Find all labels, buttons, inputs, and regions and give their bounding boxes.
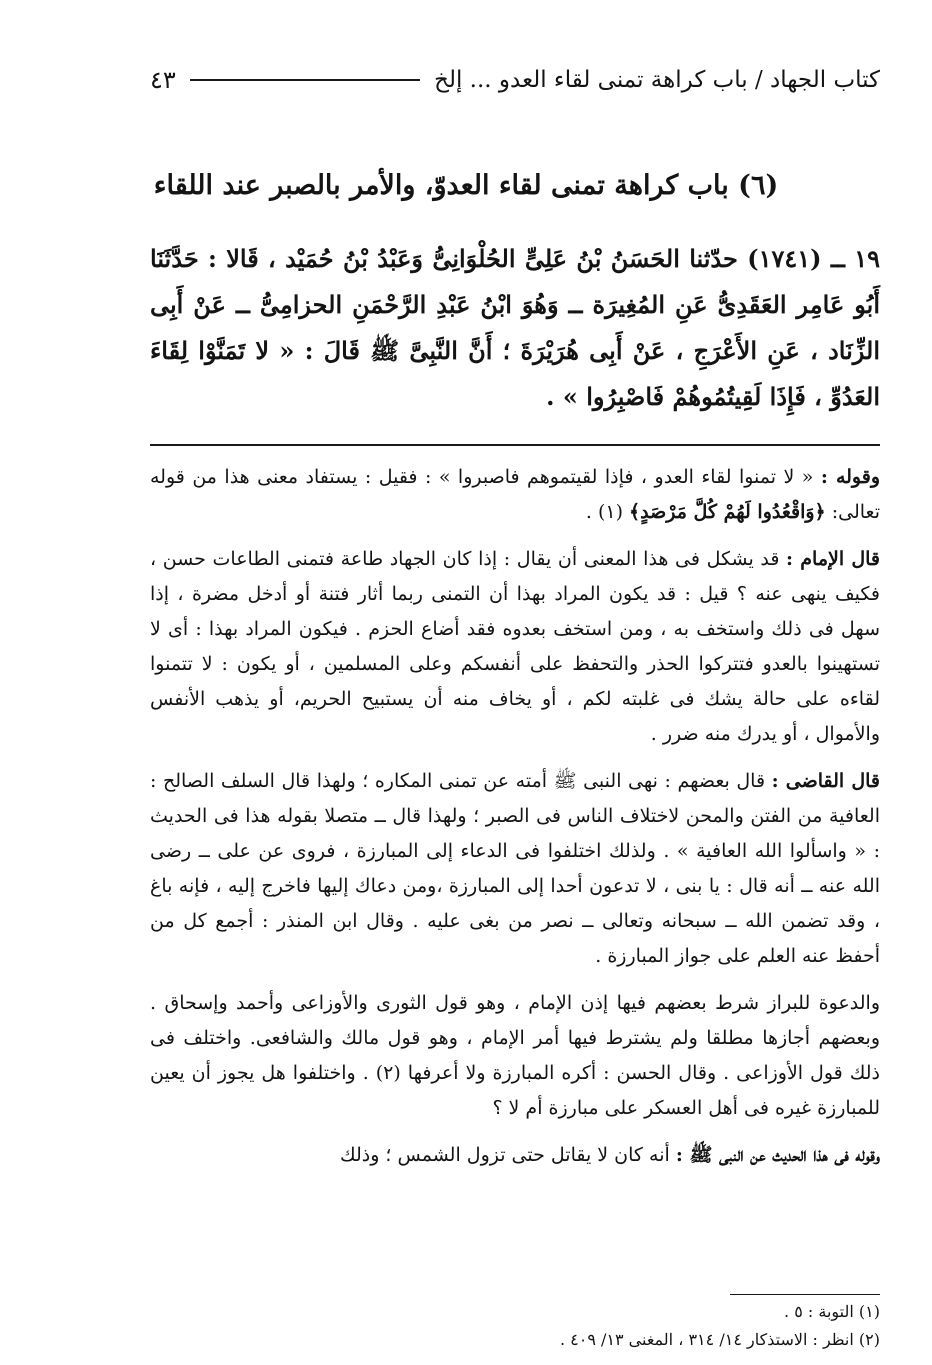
paragraph-text: قد يشكل فى هذا المعنى أن يقال : إذا كان الجهاد طاعة فتمنى الطاعات حسن ، فكيف ينهى عنه ؟ قيل : قد يكون المراد بهذا أن التمنى ربما أثار فتنة أو أدخل مضرة ، إذا سهل فى ذلك واستخف به ، ومن استخف بعدوه فقد أضاع الحزم . فيكون المراد بهذا : أى لا تستهينوا بالعدو فتتركوا الحذر والتحفظ على أنفسكم وعلى المسلمين ، أو يكون : لا تتمنوا لقاءه على حالة يشك فى غلبته لكم ، أو يخاف منه أن يستبيح الحريم، أو يذهب الأنفس والأموال ، أو يدرك منه ضرر . [150, 548, 880, 745]
paragraph-text: والدعوة للبراز شرط بعضهم فيها إذن الإمام ، وهو قول الثورى والأوزاعى وأحمد وإسحاق . وبعضهم أجازها مطلقا ولم يشترط فيها أمر الإمام ، وهو قول مالك والشافعى. واختلف فى ذلك قول الأوزاعى . وقال الحسن : أكره المبارزة ولا أعرفها (٢) . واختلفوا هل يجوز أن يعين للمبارزة غيره فى أهل العسكر على مبارزة أم لا ؟ [150, 992, 881, 1119]
commentary-paragraph-1 [150, 460, 880, 530]
hadith-text: ١٩ ــ (١٧٤١) حدّثنا الحَسَنُ بْنُ عَلِىٍّ الحُلْوَانِىُّ وَعَبْدُ بْنُ حُمَيْد ، قَالا : حَدَّثَنَا أَبُو عَامِر العَقَدِىُّ عَنِ المُغِيرَة ــ وَهُوَ ابْنُ عَبْدِ الرَّحْمَنِ الحزامِىُّ ــ عَنْ أَبِى الزِّنَاد ، عَنِ الأَعْرَجِ ، عَنْ أَبِى هُرَيْرَةَ ؛ أَنَّ النَّبِىَّ ﷺ قَالَ : « لا تَمَنَّوْا لِقَاءَ العَدُوِّ ، فَإِذَا لَقِيتُمُوهُمْ فَاصْبِرُوا » . [150, 244, 880, 411]
paragraph-text: أنه كان لا يقاتل حتى تزول الشمس ؛ وذلك [339, 1144, 676, 1166]
paragraph-lead: وقوله : [820, 466, 880, 488]
main-text-divider [150, 444, 880, 446]
footnote-reference: (١) . [585, 501, 630, 523]
header-rule [190, 79, 420, 81]
chapter-heading: (٦) باب كراهة تمنى لقاء العدوّ، والأمر بالصبر عند اللقاء [153, 170, 779, 201]
footnote-1: (١) التوبة : ٥ . [784, 1302, 880, 1321]
paragraph-lead: وقوله فى هذا الحديث عن النبى ﷺ : [675, 1144, 880, 1166]
quran-verse: ﴿وَاقْعُدُوا لَهُمْ كُلَّ مَرْصَدٍ﴾ [629, 501, 826, 523]
footnotes [150, 1298, 880, 1354]
paragraph-text: « لا تمنوا لقاء العدو ، فإذا لقيتموهم فاصبروا » : فقيل : يستفاد معنى هذا من قوله تعالى: [150, 466, 880, 523]
paragraph-lead: قال الإمام : [786, 548, 880, 570]
paragraph-lead: قال القاضى : [771, 770, 881, 792]
running-title: كتاب الجهاد / باب كراهة تمنى لقاء العدو ... إلخ [434, 67, 880, 93]
paragraph-text: قال بعضهم : نهى النبى ﷺ أمته عن تمنى المكاره ؛ ولهذا قال السلف الصالح : العافية من الفتن والمحن لاختلاف الناس فى الصبر ؛ ولهذا قال ــ متصلا بقوله هذا فى الحديث : « واسألوا الله العافية » . ولذلك اختلفوا فى الدعاء إلى المبارزة ، فروى عن على ــ رضى الله عنه ــ أنه قال : يا بنى ، لا تدعون أحدا إلى المبارزة ،ومن دعاك إليها فاخرج إليه ، فإنه باغ ، وقد تضمن الله ــ سبحانه وتعالى ــ نصر من بغى عليه . وقال ابن المنذر : أجمع كل من أحفظ عنه العلم على جواز المبارزة . [150, 770, 880, 967]
commentary-paragraph-5 [150, 1138, 880, 1173]
commentary [150, 460, 880, 1185]
page-number: ٤٣ [150, 66, 176, 94]
commentary-paragraph-3 [150, 764, 880, 974]
commentary-paragraph-4 [150, 986, 880, 1126]
footnote-divider [730, 1294, 880, 1295]
running-header [150, 60, 880, 100]
footnote-2: (٢) انظر : الاستذكار ١٤/ ٣١٤ ، المغنى ١٣/ ٤٠٩ . [559, 1330, 880, 1349]
commentary-paragraph-2 [150, 542, 880, 752]
